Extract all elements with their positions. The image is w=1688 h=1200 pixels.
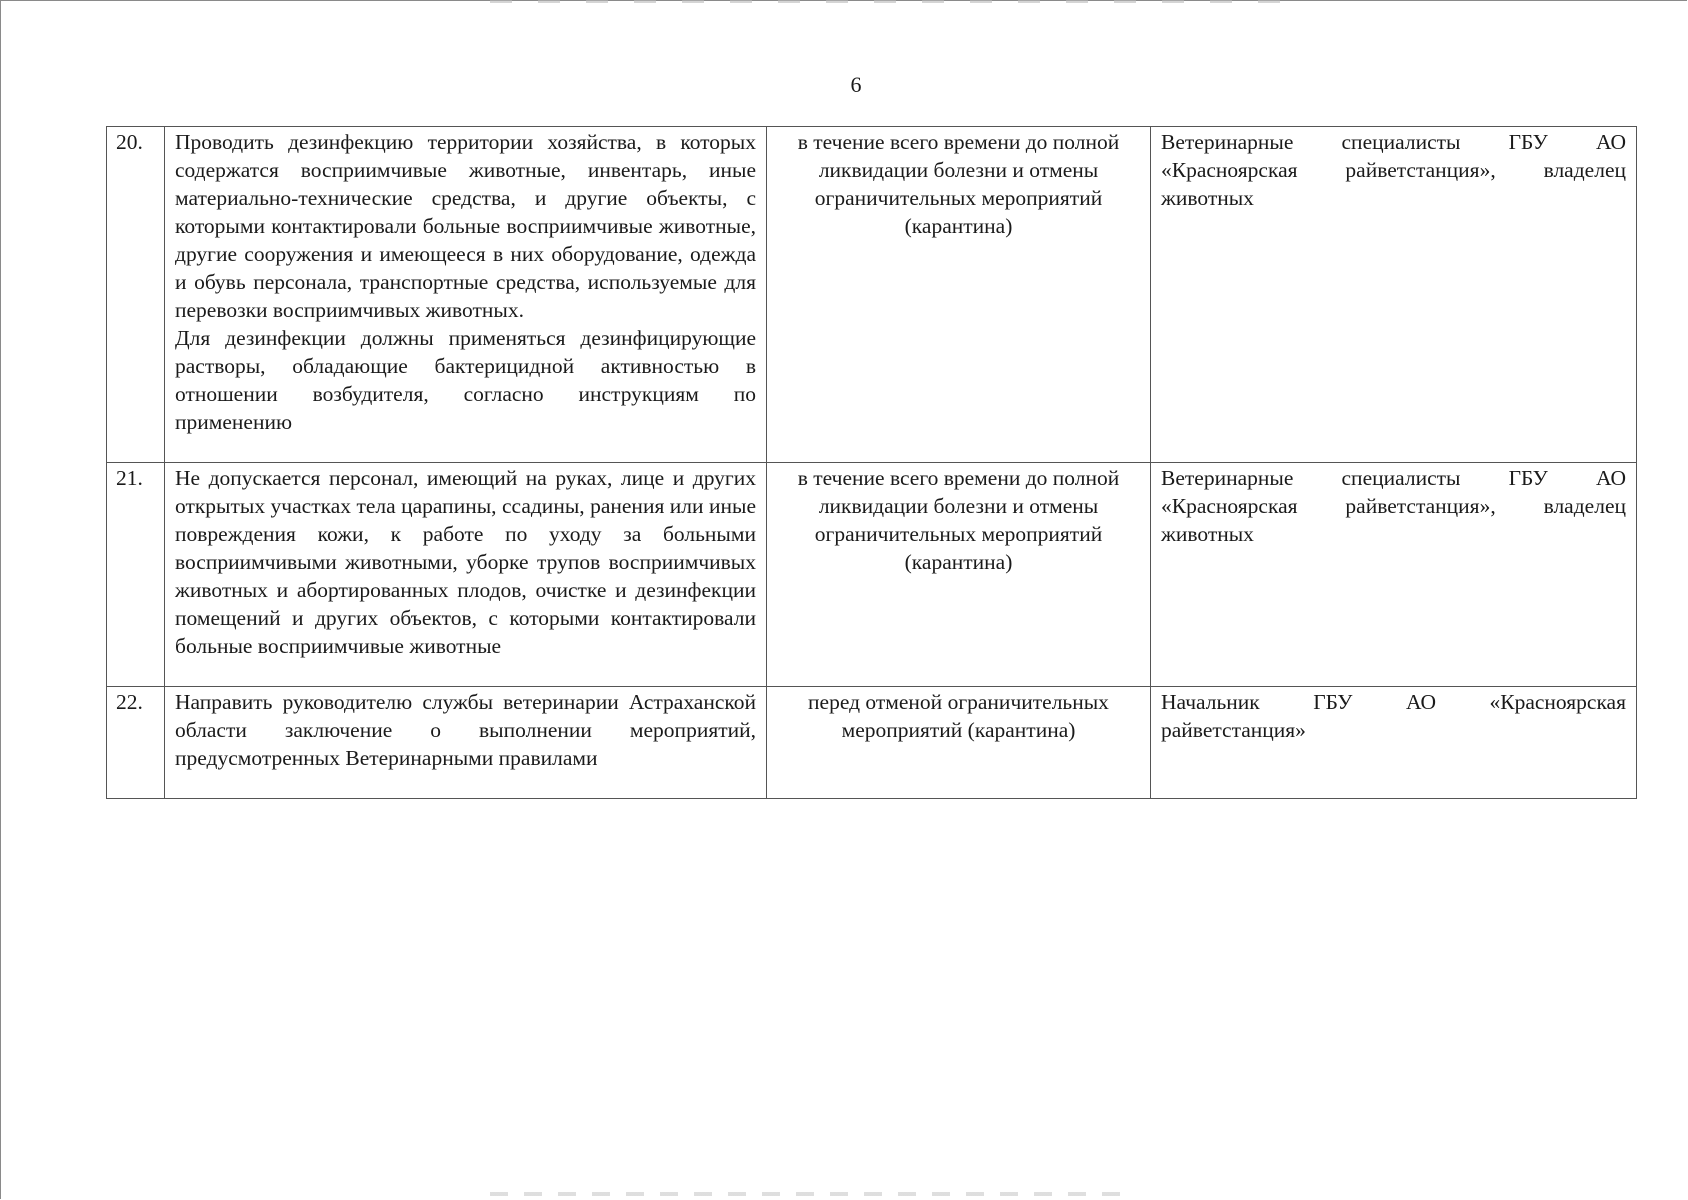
scan-artifact-top <box>490 0 1280 3</box>
measure-text <box>165 687 767 799</box>
table-row <box>107 463 1637 687</box>
measures-table <box>106 126 1637 799</box>
row-number: 22. <box>107 687 165 799</box>
responsible-cell <box>1151 687 1637 799</box>
row-number: 20. <box>107 127 165 463</box>
responsible-text: Начальник ГБУ АО «Красноярская райветстанция» <box>1161 690 1626 742</box>
measure-text <box>165 463 767 687</box>
term-cell <box>767 463 1151 687</box>
measure-paragraph: Не допускается персонал, имеющий на руках, лице и других открытых участках тела царапины, ссадины, ранения или иные повреждения кожи, к работе по уходу за больными восприимчивыми животными, уборке трупов восприимчивых животных и абортированных плодов, очистке и дезинфекции помещений и других объектов, с которыми контактировали больные восприимчивые животные <box>175 466 756 658</box>
scan-artifact-bottom <box>490 1192 1130 1196</box>
measure-paragraph: Направить руководителю службы ветеринарии Астраханской области заключение о выполнении мероприятий, предусмотренных Ветеринарными правилами <box>175 690 756 770</box>
measure-paragraph: Для дезинфекции должны применяться дезинфицирующие растворы, обладающие бактерицидной активностью в отношении возбудителя, согласно инструкциям по применению <box>175 326 756 434</box>
table-row <box>107 687 1637 799</box>
measure-paragraph: Проводить дезинфекцию территории хозяйства, в которых содержатся восприимчивые животные, инвентарь, иные материально-технические средства, и другие объекты, с которыми контактировали больные восприимчивые животные, другие сооружения и имеющееся в них оборудование, одежда и обувь персонала, транспортные средства, используемые для перевозки восприимчивых животных. <box>175 130 756 322</box>
row-number: 21. <box>107 463 165 687</box>
table-row <box>107 127 1637 463</box>
responsible-text: Ветеринарные специалисты ГБУ АО «Красноярская райветстанция», владелец животных <box>1161 130 1626 210</box>
term-cell <box>767 127 1151 463</box>
term-text: перед отменой ограничительных мероприятий (карантина) <box>808 690 1109 742</box>
responsible-cell <box>1151 127 1637 463</box>
measure-text <box>165 127 767 463</box>
term-text: в течение всего времени до полной ликвидации болезни и отмены ограничительных мероприятий (карантина) <box>797 466 1120 574</box>
responsible-text: Ветеринарные специалисты ГБУ АО «Красноярская райветстанция», владелец животных <box>1161 466 1626 546</box>
responsible-cell <box>1151 463 1637 687</box>
page-number: 6 <box>850 72 862 97</box>
term-text: в течение всего времени до полной ликвидации болезни и отмены ограничительных мероприятий (карантина) <box>797 130 1120 238</box>
term-cell <box>767 687 1151 799</box>
